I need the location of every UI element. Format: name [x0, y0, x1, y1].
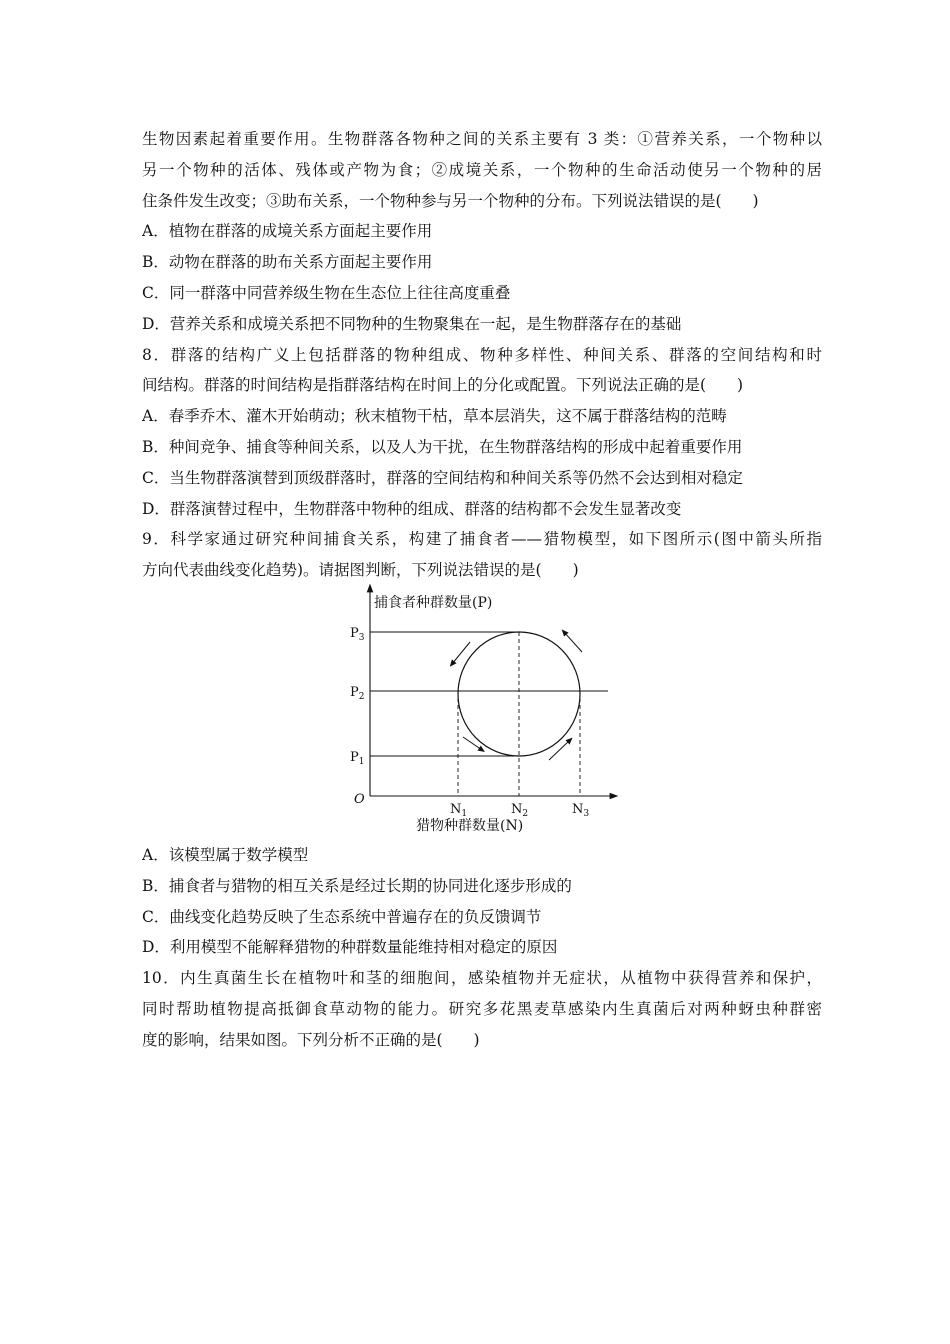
predator-prey-figure	[330, 578, 630, 846]
option-d: D．群落演替过程中，生物群落中物种的组成、群落的结构都不会发生显著改变	[142, 499, 682, 518]
option-c: C．当生物群落演替到顶级群落时，群落的空间结构和种间关系等仍然不会达到相对稳定	[142, 468, 743, 487]
question-8-line: 8．群落的结构广义上包括群落的物种组成、物种多样性、种间关系、群落的空间结构和时	[142, 345, 822, 364]
option-c: C．同一群落中同营养级生物在生态位上往往高度重叠	[142, 283, 511, 302]
option-b: B．动物在群落的助布关系方面起主要作用	[142, 253, 433, 272]
text-block-top	[142, 124, 822, 586]
option-c: C．曲线变化趋势反映了生态系统中普遍存在的负反馈调节	[142, 907, 542, 926]
option-b: B．捕食者与猎物的相互关系是经过长期的协同进化逐步形成的	[142, 876, 572, 895]
x-tick-n3: $N_3$	[572, 802, 590, 819]
y-tick-p3: $P_3$	[350, 626, 365, 643]
option-d: D．利用模型不能解释猎物的种群数量能维持相对稳定的原因	[142, 938, 558, 957]
origin-label: O	[354, 792, 365, 807]
x-tick-n2: $N_2$	[511, 802, 529, 819]
y-axis-label: 捕食者种群数量(P)	[374, 595, 493, 611]
question-9-line: 方向代表曲线变化趋势)。请据图判断，下列说法错误的是( )	[142, 561, 579, 580]
trend-arrow-top-right	[564, 632, 582, 652]
trend-arrow-bottom-right	[549, 740, 570, 760]
trend-arrow-bottom-left	[463, 737, 482, 750]
question-stem-line: 住条件发生改变；③助布关系，一个物种参与另一个物种的分布。下列说法错误的是( )	[142, 191, 759, 210]
question-10-line: 10．内生真菌生长在植物叶和茎的细胞间，感染植物并无症状，从植物中获得营养和保护，	[142, 969, 822, 988]
text-block-bottom	[142, 840, 822, 1056]
y-tick-p2: $P_2$	[350, 685, 365, 702]
paragraph-line: 另一个物种的活体、残体或产物为食；②成境关系，一个物种的生命活动使另一个物种的居	[142, 160, 822, 179]
option-a: A．该模型属于数学模型	[142, 846, 309, 864]
question-10-line: 同时帮助植物提高抵御食草动物的能力。研究多花黑麦草感染内生真菌后对两种蚜虫种群密	[142, 999, 822, 1018]
question-10-line: 度的影响，结果如图。下列分析不正确的是( )	[142, 1030, 480, 1049]
option-d: D．营养关系和成境关系把不同物种的生物聚集在一起，是生物群落存在的基础	[142, 314, 682, 333]
option-b: B．种间竞争、捕食等种间关系，以及人为干扰，在生物群落结构的形成中起着重要作用	[142, 437, 743, 456]
x-tick-n1: $N_1$	[450, 802, 468, 819]
question-8-line: 间结构。群落的时间结构是指群落结构在时间上的分化或配置。下列说法正确的是( )	[142, 376, 744, 395]
question-9-line: 9．科学家通过研究种间捕食关系，构建了捕食者——猎物模型，如下图所示(图中箭头所指	[142, 530, 822, 549]
paragraph-line: 生物因素起着重要作用。生物群落各物种之间的关系主要有 3 类：①营养关系，一个物种以	[142, 130, 822, 148]
option-a: A．植物在群落的成境关系方面起主要作用	[142, 222, 433, 241]
x-axis-label: 猎物种群数量(N)	[416, 818, 524, 834]
option-a: A．春季乔木、灌木开始萌动；秋末植物干枯，草本层消失，这不属于群落结构的范畴	[142, 407, 727, 426]
y-tick-p1: $P_1$	[350, 750, 365, 767]
